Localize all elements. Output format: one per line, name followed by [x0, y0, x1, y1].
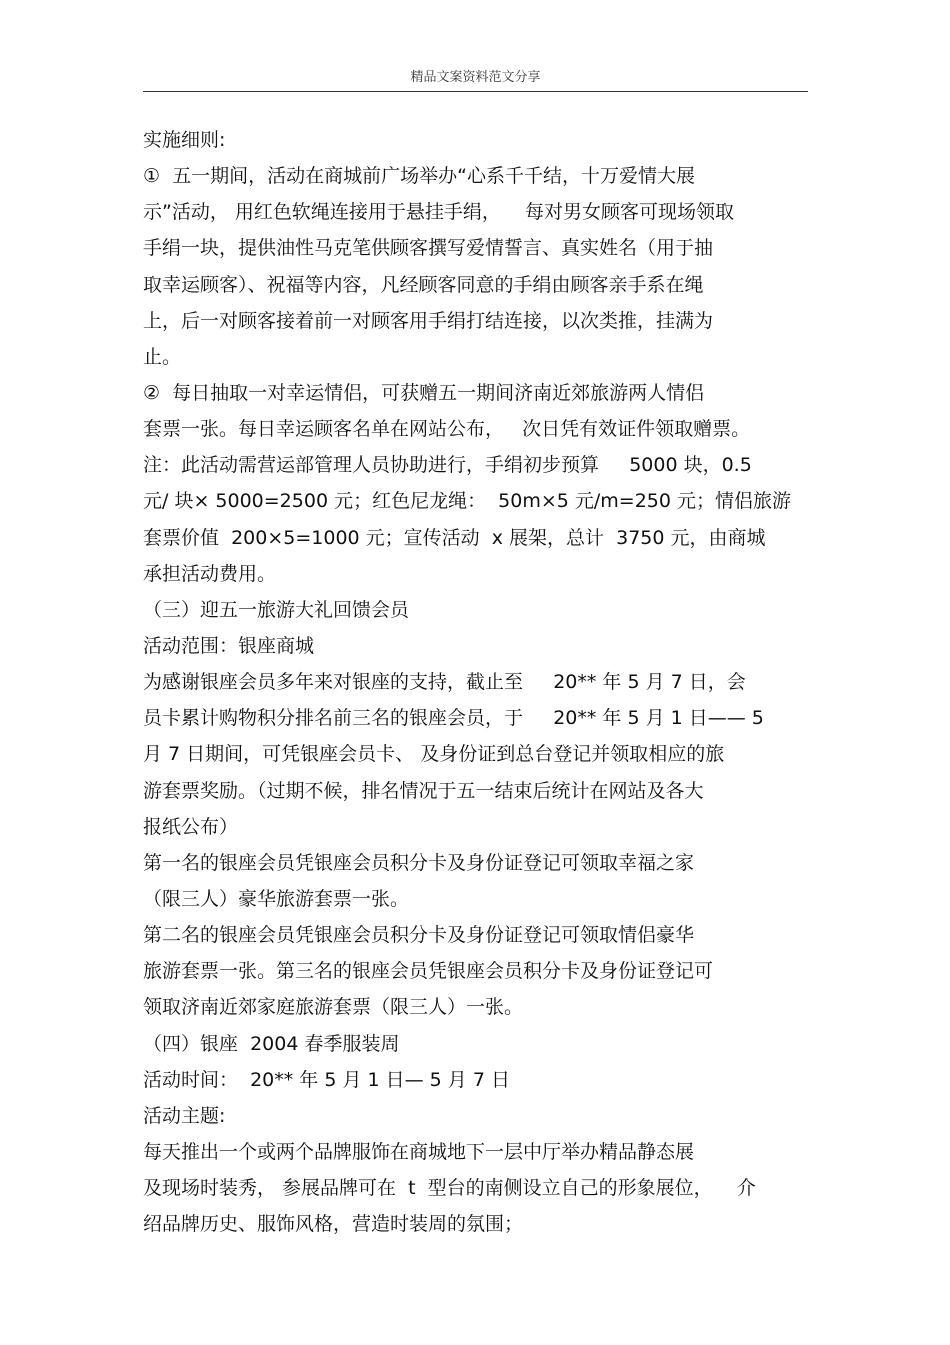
page-header: 精品文案资料范文分享	[410, 70, 541, 85]
text-line: 绍品牌历史、服饰风格，营造时装周的氛围；	[143, 1213, 524, 1236]
text-line: 月 7 日期间，可凭银座会员卡、 及身份证到总台登记并领取相应的旅	[143, 743, 725, 766]
text-line: 示”活动， 用红色软绳连接用于悬挂手绢， 每对男女顾客可现场领取	[143, 201, 735, 224]
text-line: 游套票奖励。（过期不候，排名情况于五一结束后统计在网站及各大	[143, 779, 704, 802]
text-line: 活动时间： 20** 年 5 月 1 日— 5 月 7 日	[143, 1068, 510, 1091]
text-line: ② 每日抽取一对幸运情侣，可获赠五一期间济南近郊旅游两人情侣	[143, 381, 705, 404]
section-heading: （三）迎五一旅游大礼回馈会员	[143, 598, 410, 621]
text-line: 套票一张。每日幸运顾客名单在网站公布， 次日凭有效证件领取赠票。	[143, 418, 751, 441]
text-line: 第一名的银座会员凭银座会员积分卡及身份证登记可领取幸福之家	[143, 851, 695, 874]
text-line: 止。	[143, 345, 182, 368]
text-line: （限三人）豪华旅游套票一张。	[143, 887, 410, 910]
text-line: 手绢一块，提供油性马克笔供顾客撰写爱情誓言、真实姓名（用于抽	[143, 237, 714, 260]
text-line: 元/ 块× 5000=2500 元；红色尼龙绳： 50m×5 元/m=250 元；情侣旅游	[143, 490, 792, 513]
document-body	[143, 122, 815, 1242]
text-line: 活动范围：银座商城	[143, 634, 315, 657]
section-heading: （四）银座 2004 春季服装周	[143, 1032, 400, 1055]
text-line: 报纸公布）	[143, 815, 239, 838]
text-line: ① 五一期间，活动在商城前广场举办“心系千千结，十万爱情大展	[143, 165, 695, 188]
text-line: 套票价值 200×5=1000 元；宣传活动 x 展架，总计 3750 元，由商城	[143, 526, 766, 549]
text-line: 员卡累计购物积分排名前三名的银座会员，于 20** 年 5 月 1 日—— 5	[143, 707, 764, 730]
text-line: 注：此活动需营运部管理人员协助进行，手绢初步预算 5000 块，0.5	[143, 454, 752, 477]
text-line: 活动主题:	[143, 1104, 226, 1127]
text-line: 每天推出一个或两个品牌服饰在商城地下一层中厅举办精品静态展	[143, 1140, 695, 1163]
text-line: 取幸运顾客）、祝福等内容，凡经顾客同意的手绢由顾客亲手系在绳	[143, 273, 704, 296]
text-line: 旅游套票一张。第三名的银座会员凭银座会员积分卡及身份证登记可	[143, 960, 714, 983]
text-line: 上，后一对顾客接着前一对顾客用手绢打结连接，以次类推，挂满为	[143, 309, 714, 332]
text-line: 为感谢银座会员多年来对银座的支持，截止至 20** 年 5 月 7 日，会	[143, 671, 746, 694]
text-line: 第二名的银座会员凭银座会员积分卡及身份证登记可领取情侣豪华	[143, 924, 695, 947]
text-line: 领取济南近郊家庭旅游套票（限三人）一张。	[143, 996, 524, 1019]
header-rule	[143, 91, 808, 92]
section-heading: 实施细则:	[143, 129, 226, 151]
text-line: 及现场时装秀， 参展品牌可在 t 型台的南侧设立自己的形象展位， 介	[143, 1177, 756, 1200]
text-line: 承担活动费用。	[143, 562, 277, 585]
